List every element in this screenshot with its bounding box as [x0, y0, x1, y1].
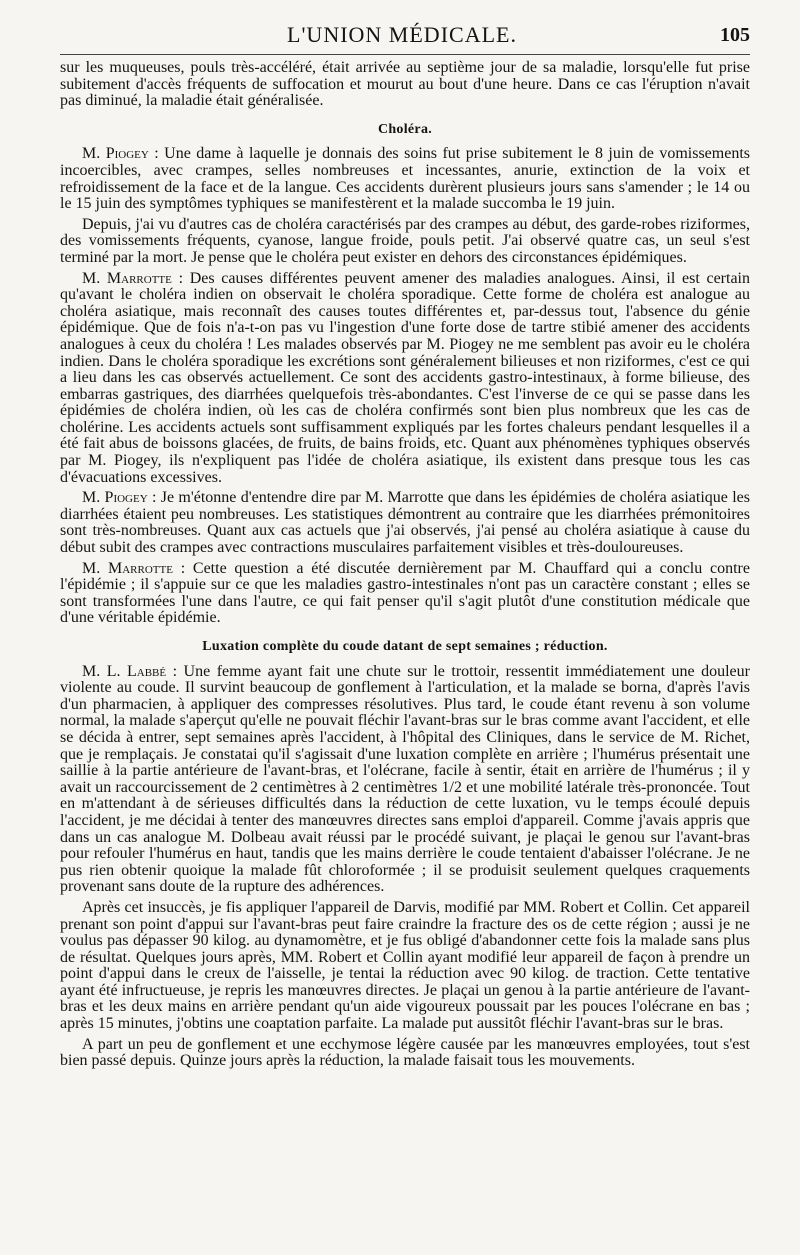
paragraph-labbe-1: [60, 664, 750, 896]
paragraph-piogey-1: [60, 146, 750, 212]
page-header: [52, 18, 752, 52]
speaker-name: M. Marrotte: [82, 269, 172, 287]
section-heading-luxation: Luxation complète du coude datant de sept semaines ; réduction.: [202, 639, 608, 654]
paragraph-text: : Des causes différentes peuvent amener des maladies analogues. Ainsi, il est certain qu'avant le choléra indien on observait le choléra sporadique. Cette forme de choléra est analogue au choléra asiatique, mais reconnaît des causes toutes différentes et, par-dessus tout, l'absence du génie épidémique. Que de fois n'a-t-on pas vu l'ingestion d'une forte dose de tartre stibié amener des accidents analogues à ceux du choléra ! Les malades observés par M. Piogey ne me semblent pas avoir eu le choléra indien. Dans le choléra sporadique les excrétions sont généralement bilieuses et non riziformes, c'est ce qui a lieu dans les cas observés actuellement. Ce sont des accidents gastro-intestinaux, à forme bilieuse, des embarras gastriques, des diarrhées quelquefois très-abondantes. C'est l'inverse de ce qui se passe dans les épidémies de choléra indien, où les cas de choléra confirmés sont bien plus nombreux que les cas de cholérine. Les accidents actuels sont suffisamment expliqués par les fortes chaleurs pendant lesquelles il a été fait abus de boissons glacées, de fruits, de bains froids, etc. Quant aux phénomènes typhiques observés par M. Piogey, ils n'expliquent pas l'idée de choléra asiatique, ils existent dans presque tous les cas d'évacuations excessives.: [60, 269, 750, 486]
paragraph-continuation: sur les muqueuses, pouls très-accéléré, était arrivée au septième jour de sa maladie, lorsqu'elle fut prise subitement d'accès fréquents de suffocation et mourut au bout d'une heure. Dans ce cas l'éruption n'avait pas diminué, la maladie était généralisée.: [60, 59, 750, 110]
paragraph-piogey-2: Depuis, j'ai vu d'autres cas de choléra caractérisés par des crampes au début, des garde-robes riziformes, des vomissements fréquents, cyanose, langue froide, pouls petit. J'ai observé quatre cas, un seul s'est terminé par la mort. Je pense que le choléra peut exister en dehors des circonstances épidémiques.: [60, 215, 750, 266]
header-rule: [60, 54, 750, 55]
paragraph-text: : Une femme ayant fait une chute sur le trottoir, ressentit immédiatement une douleur violente au coude. Il survint beaucoup de gonflement à l'articulation, et la malade se borna, d'après l'avis d'un pharmacien, à appliquer des compresses résolutives. Plus tard, le coude étant revenu à son volume normal, la malade s'aperçut qu'elle ne pouvait fléchir l'avant-bras sur le bras comme avant l'accident, et elle se décida à entrer, sept semaines après l'accident, à l'hôpital des Cliniques, dans le service de M. Richet, que je remplaçais. Je constatai qu'il s'agissait d'une luxation complète en arrière ; l'humérus présentait une saillie à la partie antérieure de l'avant-bras, et l'olécrane, facile à sentir, était en arrière de l'humérus ; il y avait un raccourcissement de 2 centimètres à 2 centimètres 1/2 et une mobilité latérale très-prononcée. Tout en m'attendant à de sérieuses difficultés dans la réduction de cette luxation, vu le temps écoulé depuis l'accident, je me décidai à tenter des manœuvres directes sans emploi d'appareil. Comme j'avais appris que dans un cas analogue M. Dolbeau avait réussi par le procédé suivant, je plaçai le genou sur l'avant-bras pour refouler l'humérus en haut, tandis que les mains derrière le coude tentaient d'abaisser l'olécrane. Je ne pus rien obtenir quoique la malade fût chloroformée ; il se produisit seulement quelques craquements provenant sans doute de la rupture des adhérences.: [60, 662, 750, 896]
speaker-name: M. Piogey: [82, 145, 149, 163]
speaker-name: M. Piogey: [82, 489, 148, 507]
paragraph-marrotte-2: [60, 561, 750, 627]
paragraph-labbe-2: Après cet insuccès, je fis appliquer l'appareil de Darvis, modifié par MM. Robert et Collin. Cet appareil prenant son point d'appui sur l'avant-bras peut faire craindre la fracture des os de cette région ; aussi je ne voulus pas dépasser 90 kilog. au dynamomètre, et je fus obligé d'abandonner cette fois la malade sans plus de résultat. Quelques jours après, MM. Robert et Collin ayant modifié leur appareil de façon à prendre un point d'appui dans le creux de l'aisselle, je tentai la réduction avec 90 kilog. de traction. Cette tentative ayant été infructueuse, je repris les manœuvres directes. Je plaçai un genou à la partie antérieure de l'avant-bras et les deux mains en arrière pendant qu'un aide vigoureux poussait par les pouces l'olécrane en bas ; après 15 minutes, j'obtins une coaptation parfaite. La malade put aussitôt fléchir l'avant-bras sur le bras.: [60, 898, 750, 1033]
section-heading-cholera: Choléra.: [377, 121, 433, 137]
paragraph-piogey-3: [60, 490, 750, 556]
paragraph-labbe-3: A part un peu de gonflement et une ecchymose légère causée par les manœuvres employées, tout s'est bien passé depuis. Quinze jours après la réduction, la malade faisait tous les mouvements.: [60, 1035, 750, 1070]
paragraph-text: : Cette question a été discutée dernièrement par M. Chauffard qui a conclu contre l'épidémie ; il s'appuie sur ce que les maladies gastro-intestinales n'ont pas un caractère constant ; elles se sont transformées l'une dans l'autre, ce qui fait penser qu'il s'agit plutôt d'une constitution médicale que d'une véritable épidémie.: [60, 559, 750, 627]
paragraph-text: : Une dame à laquelle je donnais des soins fut prise subitement le 8 juin de vomissements incoercibles, avec crampes, selles nombreuses et incessantes, anurie, extinction de la voix et refroidissement de la face et de la langue. Ces accidents durèrent plusieurs jours sans s'amender ; le 14 ou le 15 juin des symptômes typhiques se manifestèrent et la malade succomba le 19 juin.: [60, 145, 751, 213]
speaker-name: M. Marrotte: [82, 559, 173, 577]
journal-title: L'UNION MÉDICALE.: [287, 22, 517, 47]
paragraph-marrotte-1: [60, 271, 750, 487]
article-body: [60, 60, 750, 1074]
speaker-name: M. L. Labbé: [82, 662, 167, 680]
paragraph-text: : Je m'étonne d'entendre dire par M. Marrotte que dans les épidémies de choléra asiatique les diarrhées étaient peu nombreuses. Les statistiques démontrent au contraire que les diarrhées prémonitoires sont très-nombreuses. Quant aux cas actuels que j'ai observés, j'ai pensé au choléra asiatique à cause du début subit des crampes avec contractions musculaires parfaitement visibles et très-douloureuses.: [60, 489, 751, 557]
page-number: 105: [720, 24, 750, 46]
